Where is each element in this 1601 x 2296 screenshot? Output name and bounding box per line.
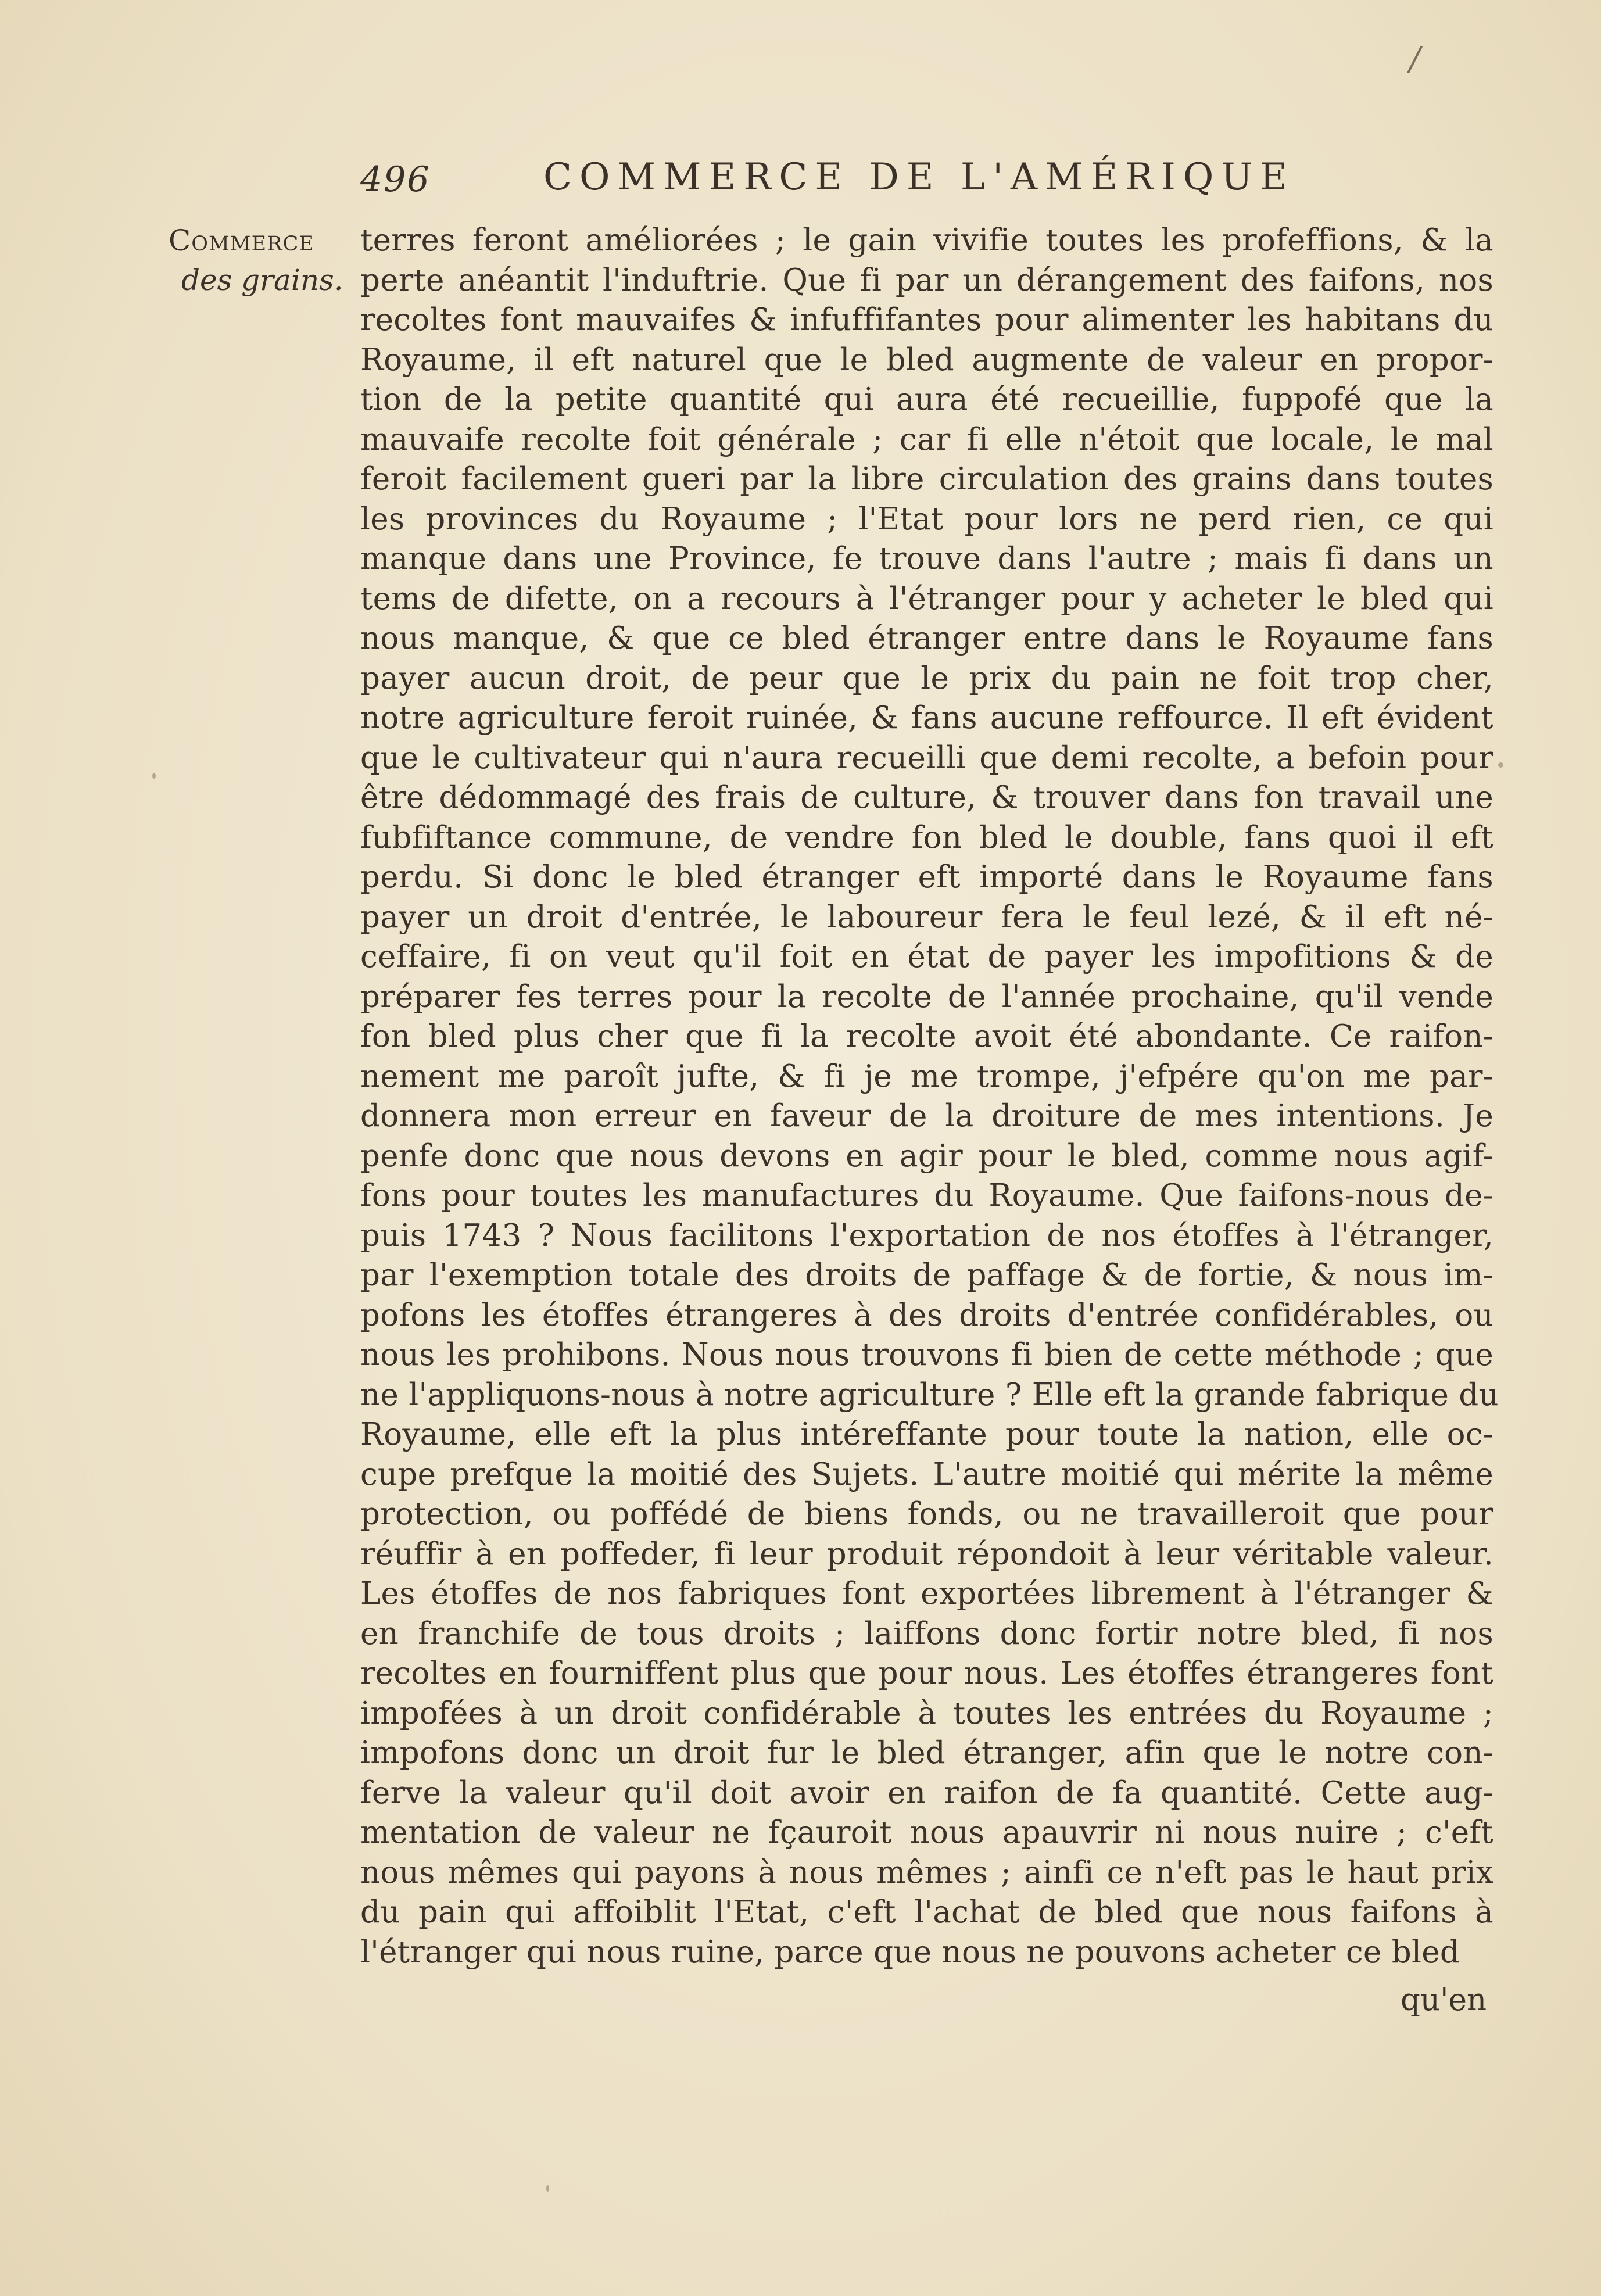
- text-line: fons pour toutes les manufactures du Royaume. Que faifons-nous de-: [360, 1178, 1493, 1213]
- text-line: les provinces du Royaume ; l'Etat pour lors ne perd rien, ce qui: [360, 501, 1493, 537]
- text-line: perdu. Si donc le bled étranger eft importé dans le Royaume fans: [360, 859, 1493, 895]
- text-line: par l'exemption totale des droits de paffage & de fortie, & nous im-: [360, 1258, 1493, 1293]
- text-line: mauvaife recolte foit générale ; car fi elle n'étoit que locale, le mal: [360, 421, 1493, 457]
- text-line: du pain qui affoiblit l'Etat, c'eft l'achat de bled que nous faifons à: [360, 1894, 1493, 1930]
- text-line: ne l'appliquons-nous à notre agriculture ? Elle eft la grande fabrique du: [360, 1377, 1499, 1413]
- text-line: puis 1743 ? Nous facilitons l'exportation de nos étoffes à l'étranger,: [360, 1217, 1493, 1253]
- text-line: mentation de valeur ne fçauroit nous apauvrir ni nous nuire ; c'eft: [360, 1815, 1493, 1850]
- paper-speck: [152, 773, 156, 779]
- text-line: manque dans une Province, fe trouve dans l'autre ; mais fi dans un: [360, 541, 1493, 576]
- text-line: tion de la petite quantité qui aura été recueillie, fuppofé que la: [360, 382, 1493, 417]
- running-head: [360, 156, 1360, 208]
- text-line: recoltes font mauvaifes & infuffifantes pour alimenter les habitans du: [360, 302, 1493, 338]
- text-line: nous manque, & que ce bled étranger entre dans le Royaume fans: [360, 621, 1493, 656]
- body-text: [360, 221, 1499, 1972]
- text-line: payer un droit d'entrée, le laboureur fera le feul lezé, & il eft né-: [360, 899, 1493, 935]
- text-line: protection, ou poffédé de biens fonds, ou ne travailleroit que pour: [360, 1496, 1493, 1532]
- text-line: réuffir à en poffeder, fi leur produit répondoit à leur véritable valeur.: [360, 1536, 1493, 1572]
- text-line: fon bled plus cher que fi la recolte avoit été abondante. Ce raifon-: [360, 1019, 1493, 1054]
- text-line: notre agriculture feroit ruinée, & fans aucune reffource. Il eft évident: [360, 700, 1493, 736]
- text-line: terres feront améliorées ; le gain vivifie toutes les profeffions, & la: [360, 223, 1493, 258]
- text-line: perte anéantit l'induftrie. Que fi par un dérangement des faifons, nos: [360, 262, 1493, 298]
- text-line: préparer fes terres pour la recolte de l'année prochaine, qu'il vende: [360, 979, 1493, 1015]
- text-line: nous les prohibons. Nous nous trouvons fi bien de cette méthode ; que: [360, 1337, 1493, 1373]
- text-line: que le cultivateur qui n'aura recueilli que demi recolte, a befoin pour: [360, 740, 1493, 776]
- margin-note-line-2: des grains.: [181, 263, 343, 297]
- text-line: Royaume, il eft naturel que le bled augmente de valeur en propor-: [360, 342, 1493, 378]
- text-line: tems de difette, on a recours à l'étranger pour y acheter le bled qui: [360, 581, 1493, 617]
- text-line: nous mêmes qui payons à nous mêmes ; ainfi ce n'eft pas le haut prix: [360, 1854, 1493, 1890]
- text-line: impofons donc un droit fur le bled étranger, afin que le notre con-: [360, 1735, 1493, 1771]
- paper-speck: [1498, 762, 1503, 768]
- pencil-mark: /: [1409, 41, 1420, 78]
- page-number: 496: [360, 159, 431, 200]
- text-line: l'étranger qui nous ruine, parce que nous ne pouvons acheter ce bled: [360, 1934, 1460, 1970]
- paper-speck: [546, 2185, 549, 2192]
- text-line: nement me paroît jufte, & fi je me trompe, j'efpére qu'on me par-: [360, 1058, 1493, 1094]
- text-line: penfe donc que nous devons en agir pour le bled, comme nous agif-: [360, 1138, 1493, 1174]
- text-line: pofons les étoffes étrangeres à des droits d'entrée confidérables, ou: [360, 1297, 1493, 1333]
- text-line: feroit facilement gueri par la libre circulation des grains dans toutes: [360, 461, 1493, 497]
- text-line: Les étoffes de nos fabriques font exportées librement à l'étranger &: [360, 1576, 1493, 1611]
- margin-note-line-1: Commerce: [169, 224, 314, 257]
- text-line: donnera mon erreur en faveur de la droiture de mes intentions. Je: [360, 1098, 1493, 1134]
- text-line: cupe prefque la moitié des Sujets. L'autre moitié qui mérite la même: [360, 1456, 1493, 1492]
- margin-note: [169, 221, 360, 300]
- catchword: qu'en: [1401, 1982, 1487, 2018]
- text-line: ceffaire, fi on veut qu'il foit en état de payer les impofitions & de: [360, 939, 1493, 975]
- text-line: fubfiftance commune, de vendre fon bled le double, fans quoi il eft: [360, 819, 1493, 855]
- text-line: recoltes en fourniffent plus que pour nous. Les étoffes étrangeres font: [360, 1656, 1493, 1691]
- text-line: être dédommagé des frais de culture, & trouver dans fon travail une: [360, 780, 1493, 815]
- text-line: ferve la valeur qu'il doit avoir en raifon de fa quantité. Cette aug-: [360, 1775, 1493, 1811]
- text-line: impofées à un droit confidérable à toutes les entrées du Royaume ;: [360, 1695, 1493, 1731]
- text-line: payer aucun droit, de peur que le prix du pain ne foit trop cher,: [360, 660, 1493, 696]
- running-title: COMMERCE DE L'AMÉRIQUE: [543, 156, 1295, 199]
- text-line: Royaume, elle eft la plus intéreffante pour toute la nation, elle oc-: [360, 1417, 1493, 1452]
- text-line: en franchife de tous droits ; laiffons donc fortir notre bled, fi nos: [360, 1616, 1493, 1652]
